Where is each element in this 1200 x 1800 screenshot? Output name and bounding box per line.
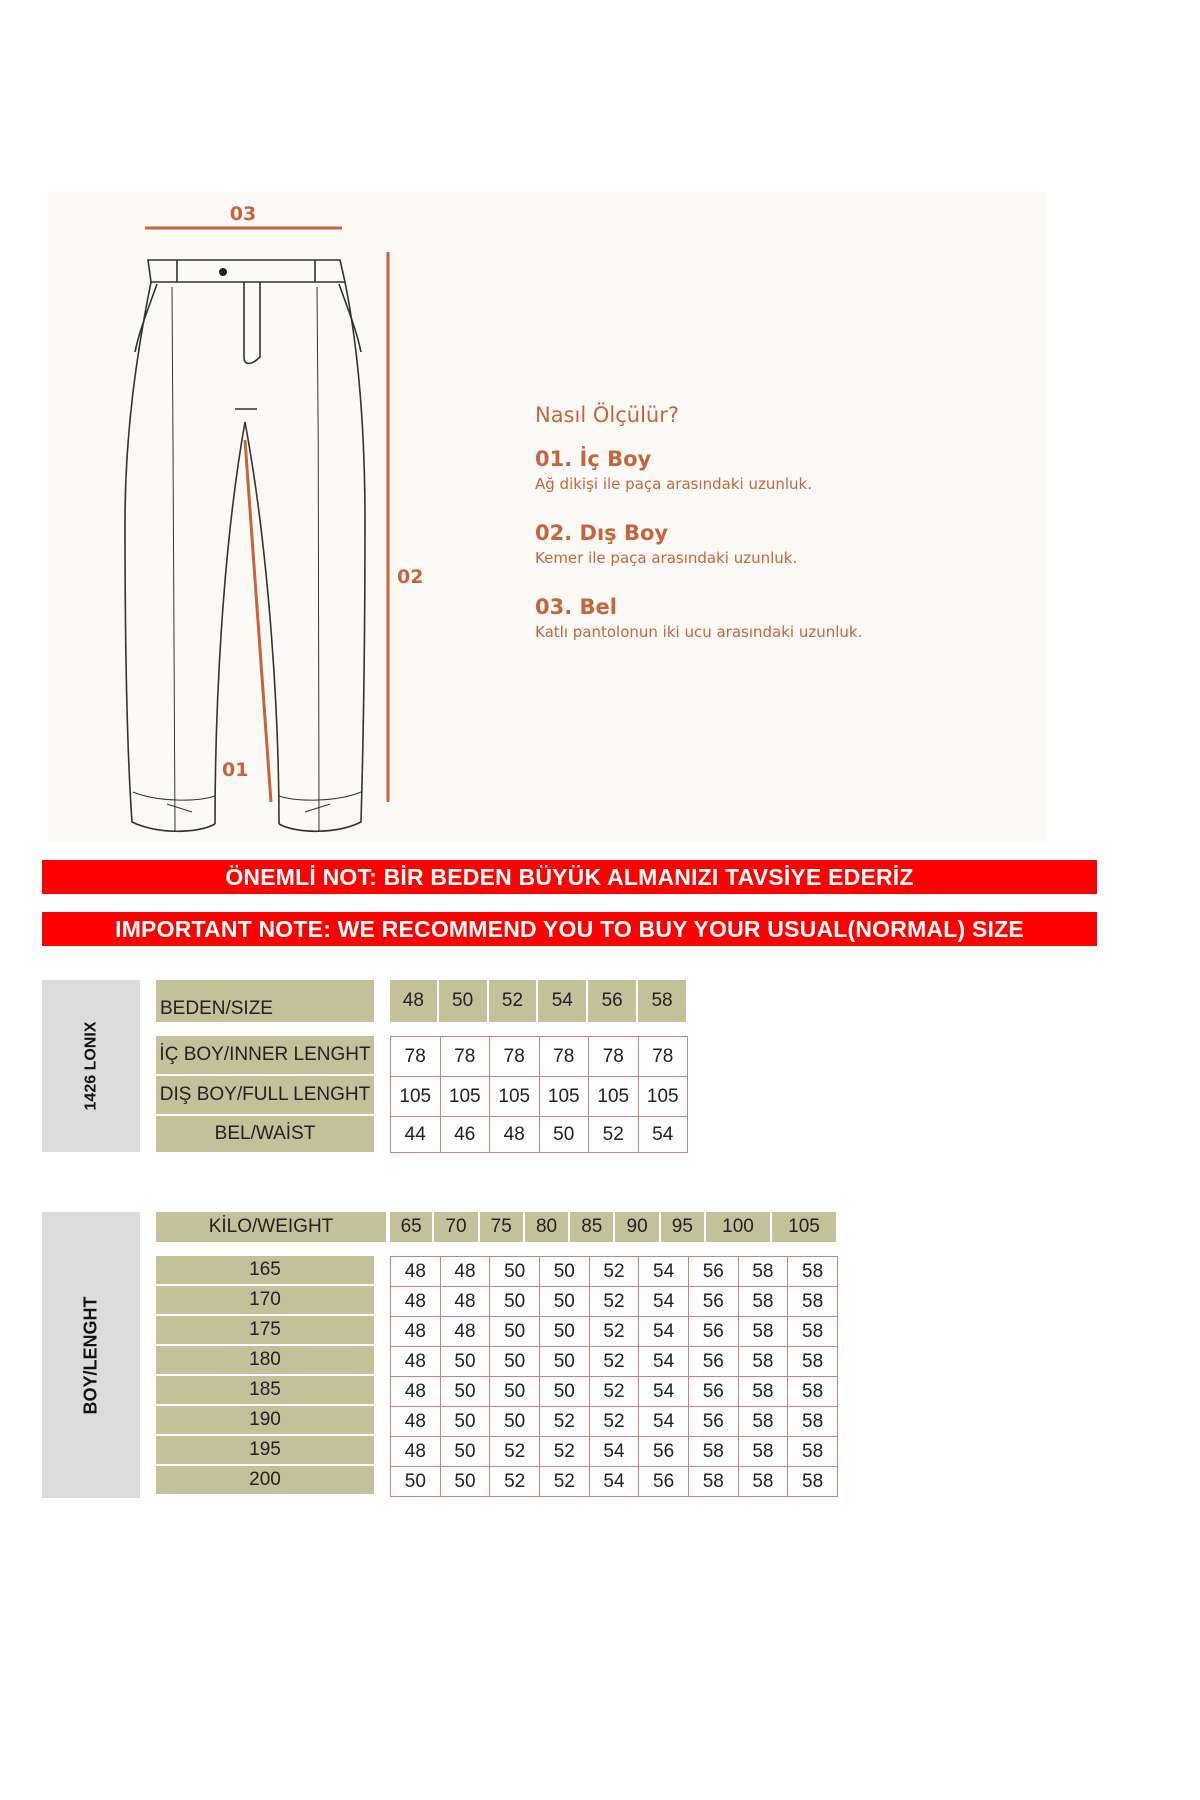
- important-note-tr: ÖNEMLİ NOT: BİR BEDEN BÜYÜK ALMANIZI TAVSİYE EDERİZ: [42, 860, 1097, 894]
- fit-value-cell: 52: [539, 1437, 589, 1467]
- fit-value-cell: 50: [440, 1437, 490, 1467]
- fit-value-cell: 48: [391, 1377, 441, 1407]
- fit-value-cell: 58: [788, 1347, 838, 1377]
- fit-value-cell: 48: [391, 1257, 441, 1287]
- fit-value-cell: 52: [539, 1407, 589, 1437]
- height-label: 200: [156, 1466, 374, 1494]
- fit-value-cell: 50: [440, 1467, 490, 1497]
- height-label: 175: [156, 1316, 374, 1344]
- fit-value-cell: 58: [738, 1467, 788, 1497]
- fit-value-cell: 52: [589, 1257, 639, 1287]
- fit-value-cell: 56: [688, 1407, 738, 1437]
- instruction-waist: [535, 595, 1015, 641]
- height-label: 190: [156, 1406, 374, 1434]
- weight-header-cell: 80: [524, 1212, 569, 1242]
- row-label-full: DIŞ BOY/FULL LENGHT: [156, 1076, 374, 1114]
- height-labels: [156, 1256, 374, 1496]
- fit-value-cell: 48: [391, 1437, 441, 1467]
- fit-value-cell: 50: [539, 1347, 589, 1377]
- height-label: 170: [156, 1286, 374, 1314]
- inner-marker: 01: [222, 759, 249, 781]
- fit-value-cell: 52: [589, 1377, 639, 1407]
- size-value-cell: 54: [638, 1117, 688, 1153]
- table-row: [391, 1467, 838, 1497]
- weight-header-cell: 65: [390, 1212, 433, 1242]
- size-values-table: [390, 1036, 688, 1153]
- fit-value-cell: 50: [391, 1467, 441, 1497]
- fit-value-cell: 58: [788, 1377, 838, 1407]
- table-row: [391, 1437, 838, 1467]
- height-label: 185: [156, 1376, 374, 1404]
- weight-header-label: KİLO/WEIGHT: [156, 1212, 386, 1242]
- fit-value-cell: 50: [490, 1287, 540, 1317]
- fit-value-cell: 50: [440, 1407, 490, 1437]
- weight-header-cell: 100: [705, 1212, 771, 1242]
- size-value-cell: 78: [391, 1037, 441, 1077]
- fit-value-cell: 50: [490, 1347, 540, 1377]
- fit-value-cell: 58: [788, 1407, 838, 1437]
- row-label-inner: İÇ BOY/INNER LENGHT: [156, 1036, 374, 1074]
- side-label-text: 1426 LONIX: [82, 1021, 99, 1111]
- size-header-cell: 48: [390, 980, 438, 1022]
- fit-value-cell: 54: [589, 1437, 639, 1467]
- fit-table-side-label: [42, 1212, 140, 1498]
- fit-value-cell: 54: [639, 1287, 689, 1317]
- height-label: 195: [156, 1436, 374, 1464]
- fit-value-cell: 50: [490, 1257, 540, 1287]
- fit-value-cell: 58: [738, 1437, 788, 1467]
- table-row: [391, 1317, 838, 1347]
- size-value-cell: 78: [638, 1037, 688, 1077]
- size-value-cell: 78: [589, 1037, 639, 1077]
- fit-value-cell: 52: [589, 1317, 639, 1347]
- table-row: [391, 1257, 838, 1287]
- row-label-waist: BEL/WAİST: [156, 1116, 374, 1152]
- fit-value-cell: 54: [639, 1317, 689, 1347]
- size-header-row: [390, 980, 688, 1022]
- size-header-cell: 54: [537, 980, 587, 1022]
- weight-header-cell: 85: [569, 1212, 614, 1242]
- fit-value-cell: 58: [788, 1317, 838, 1347]
- weight-header-cell: 70: [433, 1212, 478, 1242]
- fit-value-cell: 54: [639, 1407, 689, 1437]
- fit-value-cell: 54: [639, 1347, 689, 1377]
- fit-value-cell: 52: [589, 1347, 639, 1377]
- fit-value-cell: 50: [440, 1347, 490, 1377]
- fit-value-cell: 50: [539, 1257, 589, 1287]
- fit-value-cell: 56: [688, 1317, 738, 1347]
- fit-value-cell: 58: [738, 1287, 788, 1317]
- side-label-text: BOY/LENGHT: [80, 1295, 101, 1415]
- waist-marker: 03: [229, 203, 257, 225]
- fit-value-cell: 58: [738, 1317, 788, 1347]
- fit-value-cell: 58: [688, 1467, 738, 1497]
- size-header-cell: 56: [587, 980, 637, 1022]
- fit-value-cell: 48: [440, 1317, 490, 1347]
- table-row: [391, 1117, 688, 1153]
- height-label: 165: [156, 1256, 374, 1284]
- fit-values-table: [390, 1256, 838, 1497]
- fit-value-cell: 50: [440, 1377, 490, 1407]
- size-value-cell: 78: [539, 1037, 589, 1077]
- size-table-side-label: [42, 980, 140, 1152]
- instruction-heading: 02. Dış Boy: [535, 521, 669, 545]
- fit-value-cell: 58: [788, 1437, 838, 1467]
- fit-value-cell: 50: [539, 1377, 589, 1407]
- fit-value-cell: 56: [688, 1257, 738, 1287]
- size-value-cell: 78: [490, 1037, 540, 1077]
- size-value-cell: 52: [589, 1117, 639, 1153]
- fit-value-cell: 56: [688, 1287, 738, 1317]
- size-value-cell: 105: [490, 1077, 540, 1117]
- height-label: 180: [156, 1346, 374, 1374]
- fit-value-cell: 52: [589, 1407, 639, 1437]
- fit-value-cell: 50: [539, 1287, 589, 1317]
- size-value-cell: 78: [440, 1037, 490, 1077]
- table-row: [391, 1287, 838, 1317]
- size-value-cell: 48: [490, 1117, 540, 1153]
- instruction-heading: 03. Bel: [535, 595, 617, 619]
- fit-value-cell: 50: [490, 1407, 540, 1437]
- weight-header-row: [390, 1212, 838, 1242]
- fit-value-cell: 50: [490, 1377, 540, 1407]
- fit-value-cell: 48: [391, 1347, 441, 1377]
- size-header-cell: 52: [488, 980, 538, 1022]
- size-value-cell: 46: [440, 1117, 490, 1153]
- instruction-heading: 01. İç Boy: [535, 447, 652, 471]
- inner-measure-line: [245, 440, 271, 802]
- instruction-inner: [535, 447, 1015, 493]
- fit-value-cell: 58: [738, 1347, 788, 1377]
- how-to-measure: [535, 403, 1015, 669]
- fit-value-cell: 58: [738, 1377, 788, 1407]
- fit-value-cell: 48: [391, 1287, 441, 1317]
- fit-value-cell: 58: [788, 1467, 838, 1497]
- size-header-label: BEDEN/SIZE: [156, 980, 374, 1022]
- size-value-cell: 105: [638, 1077, 688, 1117]
- fit-value-cell: 56: [688, 1377, 738, 1407]
- fit-value-cell: 56: [639, 1437, 689, 1467]
- weight-header-cell: 95: [660, 1212, 705, 1242]
- size-value-cell: 44: [391, 1117, 441, 1153]
- size-value-cell: 105: [589, 1077, 639, 1117]
- weight-header-cell: 75: [479, 1212, 524, 1242]
- fit-value-cell: 56: [639, 1467, 689, 1497]
- weight-header-cell: 90: [614, 1212, 659, 1242]
- size-value-cell: 105: [440, 1077, 490, 1117]
- size-header-cell: 58: [637, 980, 687, 1022]
- fit-value-cell: 48: [391, 1317, 441, 1347]
- important-note-en: IMPORTANT NOTE: WE RECOMMEND YOU TO BUY YOUR USUAL(NORMAL) SIZE: [42, 912, 1097, 946]
- how-to-title: Nasıl Ölçülür?: [535, 403, 680, 427]
- fit-value-cell: 48: [391, 1407, 441, 1437]
- instruction-outer: [535, 521, 1015, 567]
- outer-marker: 02: [397, 566, 424, 588]
- fit-value-cell: 58: [738, 1257, 788, 1287]
- table-row: [391, 1347, 838, 1377]
- instruction-text: Kemer ile paça arasındaki uzunluk.: [535, 549, 798, 567]
- fit-value-cell: 48: [440, 1257, 490, 1287]
- fit-value-cell: 54: [639, 1377, 689, 1407]
- button-icon: [219, 268, 227, 276]
- fit-value-cell: 52: [539, 1467, 589, 1497]
- fit-value-cell: 52: [490, 1437, 540, 1467]
- size-value-cell: 105: [539, 1077, 589, 1117]
- fit-value-cell: 56: [688, 1347, 738, 1377]
- table-row: [391, 1037, 688, 1077]
- fit-value-cell: 54: [589, 1467, 639, 1497]
- fit-value-cell: 52: [589, 1287, 639, 1317]
- instruction-text: Katlı pantolonun iki ucu arasındaki uzunluk.: [535, 623, 863, 641]
- fit-value-cell: 50: [539, 1317, 589, 1347]
- fit-value-cell: 58: [688, 1437, 738, 1467]
- fit-value-cell: 48: [440, 1287, 490, 1317]
- fit-value-cell: 58: [738, 1407, 788, 1437]
- fit-value-cell: 58: [788, 1287, 838, 1317]
- size-value-cell: 50: [539, 1117, 589, 1153]
- fit-value-cell: 58: [788, 1257, 838, 1287]
- table-row: [391, 1077, 688, 1117]
- instruction-text: Ağ dikişi ile paça arasındaki uzunluk.: [535, 475, 812, 493]
- table-row: [391, 1377, 838, 1407]
- weight-header-cell: 105: [771, 1212, 837, 1242]
- size-header-cell: 50: [438, 980, 488, 1022]
- fit-value-cell: 52: [490, 1467, 540, 1497]
- table-row: [391, 1407, 838, 1437]
- fit-value-cell: 50: [490, 1317, 540, 1347]
- fit-value-cell: 54: [639, 1257, 689, 1287]
- size-value-cell: 105: [391, 1077, 441, 1117]
